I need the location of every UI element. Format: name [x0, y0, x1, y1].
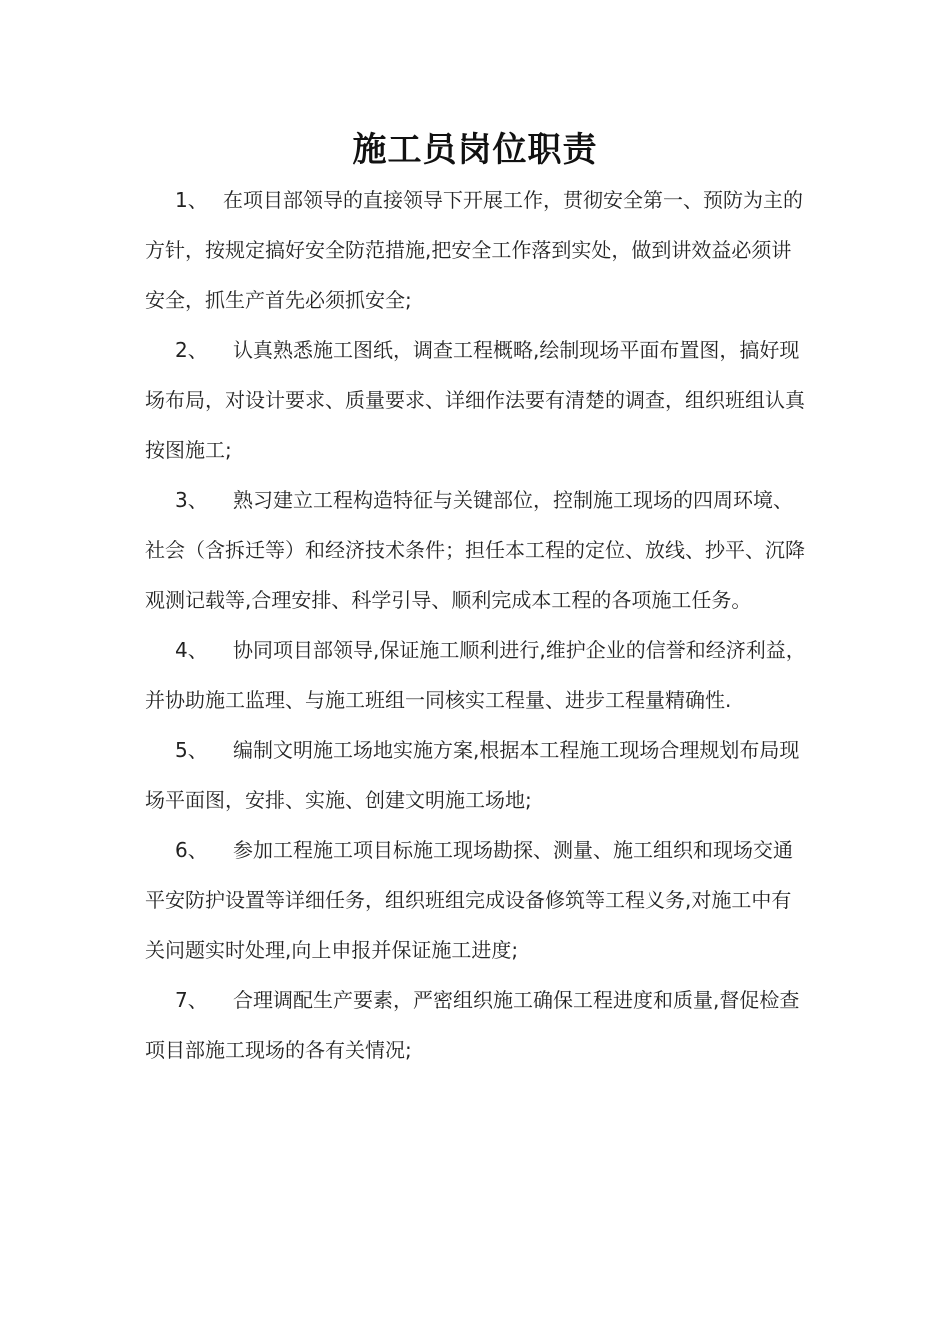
item-text: 熟习建立工程构造特征与关键部位，控制施工现场的四周环境、社会（含拆迁等）和经济技术条件；担任本工程的定位、放线、抄平、沉降观测记载等,合理安排、科学引导、顺利完成本工程的各项施工任务。: [145, 488, 805, 612]
item-number: 4、: [175, 638, 208, 662]
item-number: 5、: [175, 738, 208, 762]
duty-item-7: [145, 975, 810, 1075]
duty-item-6: [145, 825, 810, 975]
item-text: 协同项目部领导,保证施工顺利进行,维护企业的信誉和经济利益，并协助施工监理、与施工班组一同核实工程量、进步工程量精确性.: [145, 638, 806, 712]
item-number: 7、: [175, 988, 208, 1012]
item-text: 在项目部领导的直接领导下开展工作，贯彻安全第一、预防为主的方针，按规定搞好安全防范措施,把安全工作落到实处，做到讲效益必须讲安全，抓生产首先必须抓安全;: [145, 188, 803, 312]
item-number: 1、: [175, 188, 208, 212]
item-number: 6、: [175, 838, 208, 862]
duty-item-1: [145, 175, 810, 325]
duty-item-4: [145, 625, 810, 725]
item-number: 2、: [175, 338, 208, 362]
item-text: 编制文明施工场地实施方案,根据本工程施工现场合理规划布局现场平面图，安排、实施、创建文明施工场地;: [145, 738, 800, 812]
item-text: 参加工程施工项目标施工现场勘探、测量、施工组织和现场交通平安防护设置等详细任务，组织班组完成设备修筑等工程义务,对施工中有关问题实时处理,向上申报并保证施工进度;: [145, 838, 793, 962]
item-number: 3、: [175, 488, 208, 512]
duty-item-3: [145, 475, 810, 625]
document-body: [145, 175, 810, 1075]
item-text: 认真熟悉施工图纸，调查工程概略,绘制现场平面布置图，搞好现场布局，对设计要求、质量要求、详细作法要有清楚的调查，组织班组认真按图施工;: [145, 338, 805, 462]
document-title: 施工员岗位职责: [352, 130, 598, 170]
duty-item-2: [145, 325, 810, 475]
duty-item-5: [145, 725, 810, 825]
item-text: 合理调配生产要素，严密组织施工确保工程进度和质量,督促检查项目部施工现场的各有关情况;: [145, 988, 800, 1062]
